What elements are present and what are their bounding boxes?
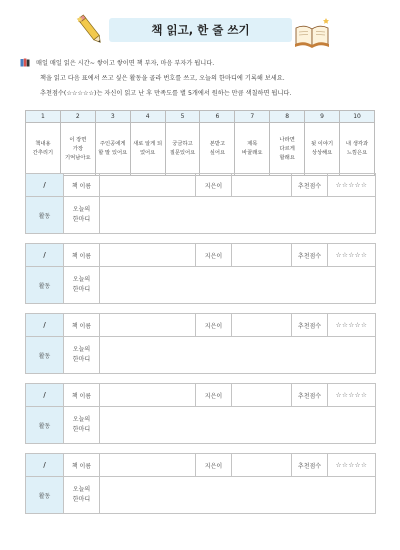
activity-description: 내 생각과 느낌은요 [340, 123, 375, 176]
instruction-line: 추천점수(☆☆☆☆☆)는 자신이 읽고 난 후 만족도를 별 5개에서 원하는 만큼 색칠하면 됩니다. [40, 90, 292, 97]
author-field[interactable] [232, 454, 292, 477]
author-label: 지은이 [196, 384, 232, 407]
activity-description: 이 장면 가장 기억남아요 [60, 123, 95, 176]
author-label: 지은이 [196, 454, 232, 477]
today-line-field[interactable] [100, 477, 376, 514]
record-body-row [26, 477, 376, 514]
activity-label: 활동 [26, 337, 64, 374]
activity-number: 8 [270, 111, 305, 123]
rating-label: 추천점수 [292, 384, 328, 407]
activity-key-table [25, 110, 375, 176]
author-field[interactable] [232, 174, 292, 197]
rating-label: 추천점수 [292, 174, 328, 197]
today-line-label: 오늘의 한마디 [64, 337, 100, 374]
book-title-field[interactable] [100, 314, 196, 337]
pencil-icon [75, 12, 105, 48]
date-field[interactable]: / [26, 384, 64, 407]
activity-number: 1 [26, 111, 61, 123]
activity-description: 제목 바꿀래요 [235, 123, 270, 176]
book-title-field[interactable] [100, 244, 196, 267]
today-line-label: 오늘의 한마디 [64, 267, 100, 304]
rating-stars[interactable]: ☆☆☆☆☆ [328, 174, 376, 197]
date-field[interactable]: / [26, 314, 64, 337]
activity-label: 활동 [26, 267, 64, 304]
author-label: 지은이 [196, 314, 232, 337]
activity-description: 새로 알게 되 었어요 [130, 123, 165, 176]
author-field[interactable] [232, 314, 292, 337]
activity-number-row [26, 111, 375, 123]
open-book-icon [292, 14, 332, 50]
activity-description: 본받고 싶어요 [200, 123, 235, 176]
author-field[interactable] [232, 384, 292, 407]
activity-description: 주인공에게 할 말 있어요 [95, 123, 130, 176]
date-field[interactable]: / [26, 244, 64, 267]
activity-description: 책내용 간추리기 [26, 123, 61, 176]
record-header-row [26, 174, 376, 197]
book-title-field[interactable] [100, 454, 196, 477]
activity-number: 6 [200, 111, 235, 123]
record-header-row [26, 244, 376, 267]
date-field[interactable]: / [26, 454, 64, 477]
author-field[interactable] [232, 244, 292, 267]
instruction-line: 책을 읽고 다음 표에서 쓰고 싶은 활동을 골라 번호를 쓰고, 오늘의 한마디에 기록해 보세요. [40, 75, 285, 82]
activity-description: 궁금하고 질문있어요 [165, 123, 200, 176]
book-title-label: 책 이름 [64, 314, 100, 337]
rating-stars[interactable]: ☆☆☆☆☆ [328, 314, 376, 337]
book-title-field[interactable] [100, 174, 196, 197]
activity-label: 활동 [26, 407, 64, 444]
record-body-row [26, 197, 376, 234]
instructions [22, 56, 382, 101]
book-title-label: 책 이름 [64, 384, 100, 407]
activity-number: 5 [165, 111, 200, 123]
activity-number: 2 [60, 111, 95, 123]
activity-number: 9 [305, 111, 340, 123]
rating-stars[interactable]: ☆☆☆☆☆ [328, 244, 376, 267]
reading-record [25, 313, 376, 374]
page-title: 책 읽고, 한 줄 쓰기 [109, 18, 292, 42]
date-field[interactable]: / [26, 174, 64, 197]
instruction-line: 매일 매일 읽은 시간~ 쌓이고 쌓이면 책 부자, 마음 부자가 됩니다. [36, 60, 215, 67]
activity-label: 활동 [26, 477, 64, 514]
book-title-label: 책 이름 [64, 244, 100, 267]
today-line-field[interactable] [100, 337, 376, 374]
today-line-field[interactable] [100, 407, 376, 444]
activity-number: 4 [130, 111, 165, 123]
reading-record [25, 243, 376, 304]
record-header-row [26, 454, 376, 477]
book-title-field[interactable] [100, 384, 196, 407]
rating-stars[interactable]: ☆☆☆☆☆ [328, 384, 376, 407]
activity-number: 7 [235, 111, 270, 123]
rating-label: 추천점수 [292, 314, 328, 337]
book-title-label: 책 이름 [64, 454, 100, 477]
book-title-label: 책 이름 [64, 174, 100, 197]
today-line-label: 오늘의 한마디 [64, 477, 100, 514]
record-header-row [26, 384, 376, 407]
activity-description-row [26, 123, 375, 176]
activity-description: 뒷 이야기 상상해요 [305, 123, 340, 176]
reading-record [25, 453, 376, 514]
activity-description: 나라면 다르게 할래요 [270, 123, 305, 176]
activity-label: 활동 [26, 197, 64, 234]
today-line-field[interactable] [100, 267, 376, 304]
rating-label: 추천점수 [292, 454, 328, 477]
reading-record [25, 173, 376, 234]
today-line-label: 오늘의 한마디 [64, 407, 100, 444]
record-header-row [26, 314, 376, 337]
today-line-label: 오늘의 한마디 [64, 197, 100, 234]
activity-number: 10 [340, 111, 375, 123]
rating-label: 추천점수 [292, 244, 328, 267]
today-line-field[interactable] [100, 197, 376, 234]
author-label: 지은이 [196, 174, 232, 197]
record-body-row [26, 407, 376, 444]
author-label: 지은이 [196, 244, 232, 267]
reading-record [25, 383, 376, 444]
record-body-row [26, 337, 376, 374]
record-body-row [26, 267, 376, 304]
rating-stars[interactable]: ☆☆☆☆☆ [328, 454, 376, 477]
activity-number: 3 [95, 111, 130, 123]
